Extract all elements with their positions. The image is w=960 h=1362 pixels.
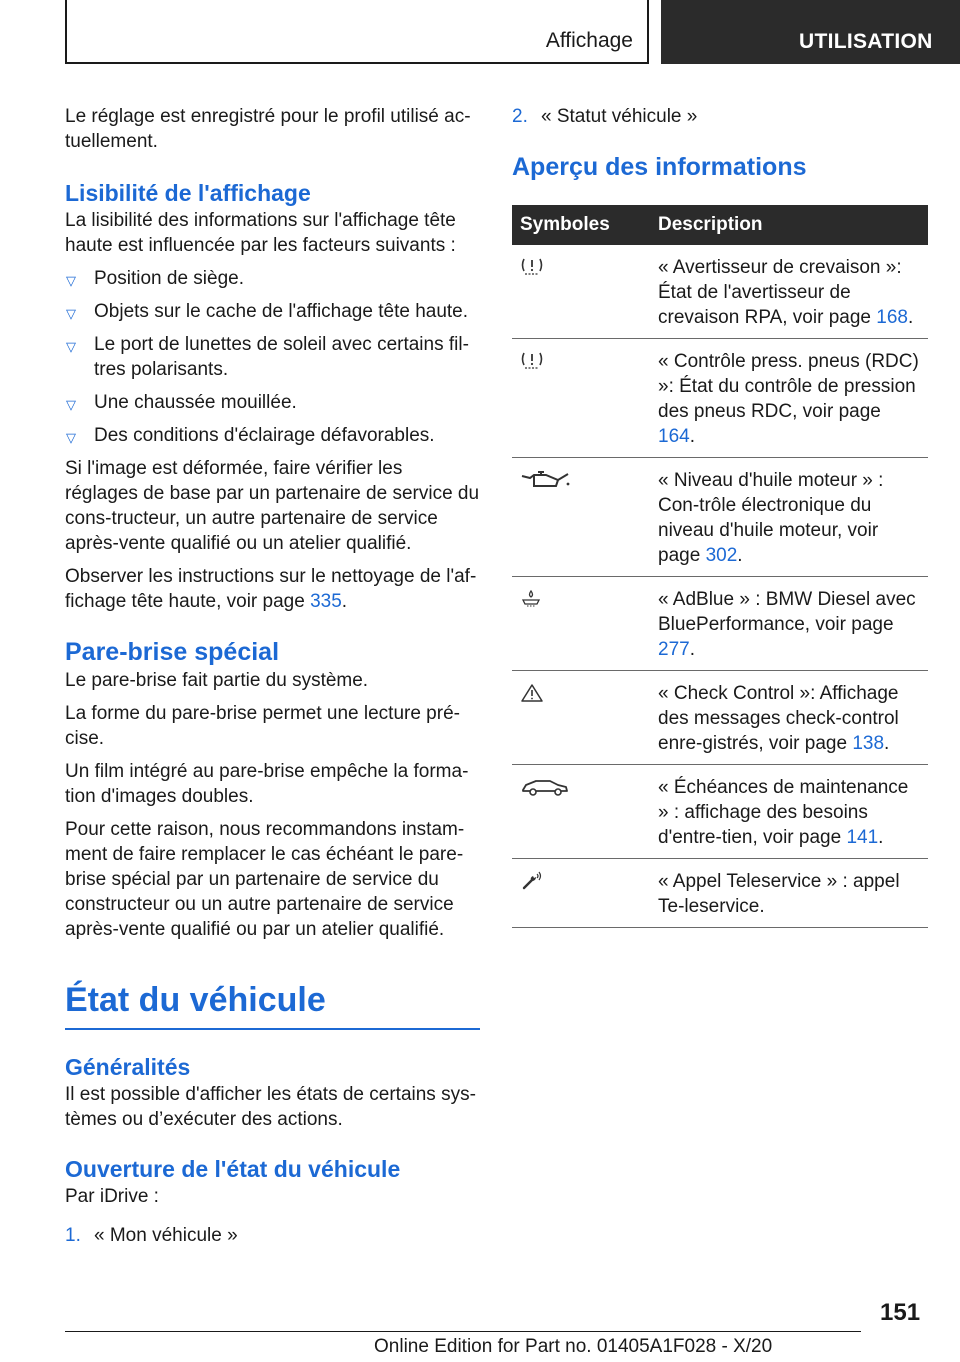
bullet-triangle-icon: ▽: [66, 339, 76, 354]
generalites-paragraph: Il est possible d'afficher les états de certains sys-tèmes ou d’exécuter des actions.: [65, 1084, 476, 1130]
heading-etat-vehicule: État du véhicule: [65, 978, 480, 1030]
bullet-triangle-icon: ▽: [66, 397, 76, 412]
header-chapter: Affichage: [545, 29, 633, 52]
footer-edition: Online Edition for Part no. 01405A1F028 - X/20: [374, 1336, 773, 1357]
table-row: « Contrôle press. pneus (RDC) »: État du contrôle de pression des pneus RDC, voir page 164.: [512, 339, 928, 458]
table-row: « AdBlue » : BMW Diesel avec BluePerformance, voir page 277.: [512, 577, 928, 671]
warning-triangle-icon: [520, 683, 544, 703]
heading-generalites: Généralités: [65, 1054, 191, 1080]
header-chapter-tab: [65, 0, 649, 64]
page-link-168[interactable]: 168: [876, 307, 908, 328]
idrive-paragraph: Par iDrive :: [65, 1186, 159, 1207]
deformee-paragraph: Si l'image est déformée, faire vérifier les réglages de base par un partenaire de service du cons-tructeur, un autre partenaire de service après-vente qualifié ou un atelier qualifié.: [65, 458, 480, 554]
list-item: 1. « Mon véhicule »: [65, 1225, 238, 1246]
list-item: ▽ Des conditions d'éclairage défavorables.: [65, 423, 480, 448]
bullet-triangle-icon: ▽: [66, 430, 76, 445]
tire-pressure-icon: [520, 351, 544, 369]
table-row: « Appel Teleservice » : appel Te-leservice.: [512, 859, 928, 928]
column-header-symboles: Symboles: [512, 205, 648, 245]
list-item: ▽ Position de siège.: [65, 266, 480, 291]
page-number: 151: [880, 1299, 921, 1326]
list-item: ▽ Objets sur le cache de l'affichage tête haute.: [65, 299, 480, 324]
lisibilite-paragraph: La lisibilité des informations sur l'affichage tête haute est influencée par les facteurs suivants :: [65, 210, 456, 256]
bullet-triangle-icon: ▽: [66, 273, 76, 288]
table-row: « Niveau d'huile moteur » : Con-trôle électronique du niveau d'huile moteur, voir page 302.: [512, 458, 928, 577]
heading-ouverture: Ouverture de l'état du véhicule: [65, 1156, 401, 1182]
table-header-row: [512, 205, 928, 245]
oil-can-icon: [520, 470, 572, 490]
steps-list-continued: [512, 104, 928, 129]
header-section: UTILISATION: [799, 30, 933, 53]
page-link-138[interactable]: 138: [852, 733, 885, 754]
list-item: ▽ Une chaussée mouillée.: [65, 390, 480, 415]
table-row: « Avertisseur de crevaison »: État de l'avertisseur de crevaison RPA, voir page 168.: [512, 245, 928, 339]
car-service-icon: [520, 777, 570, 797]
page-link-141[interactable]: 141: [846, 827, 879, 848]
page-link-164[interactable]: 164: [658, 426, 690, 447]
info-table: [512, 205, 928, 928]
list-item: ▽ Le port de lunettes de soleil avec certains fil-tres polarisants.: [66, 334, 469, 380]
intro-paragraph: Le réglage est enregistré pour le profil utilisé ac-tuellement.: [65, 106, 471, 152]
right-column: [512, 104, 928, 928]
wrench-signal-icon: [520, 871, 544, 891]
table-row: « Check Control »: Affichage des messages check-control enre-gistrés, voir page 138.: [512, 671, 928, 765]
heading-parebrise: Pare-brise spécial: [65, 638, 280, 666]
nettoyage-paragraph: Observer les instructions sur le nettoyage de l'af-fichage tête haute, voir page 335.: [65, 566, 477, 612]
column-header-description: Description: [648, 205, 928, 245]
steps-list: [65, 1223, 480, 1248]
list-item: 2. « Statut véhicule »: [512, 106, 698, 127]
footer-divider: [65, 1331, 861, 1332]
bullet-triangle-icon: ▽: [66, 306, 76, 321]
parebrise-paragraph-4: Pour cette raison, nous recommandons instam-ment de faire remplacer le cas échéant le pare-brise spécial par un partenaire de service du constructeur ou un autre partenaire de service après-vente qualifié ou par un atelier qualifié.: [65, 819, 465, 940]
parebrise-paragraph-1: Le pare-brise fait partie du système.: [65, 670, 369, 691]
heading-apercu: Aperçu des informations: [512, 153, 807, 181]
factors-list: [65, 266, 480, 448]
parebrise-paragraph-3: Un film intégré au pare-brise empêche la forma-tion d'images doubles.: [65, 761, 469, 807]
heading-lisibilite: Lisibilité de l'affichage: [65, 180, 311, 206]
page-link-277[interactable]: 277: [658, 639, 690, 660]
tire-warning-icon: [520, 257, 544, 275]
page-link-302[interactable]: 302: [705, 545, 738, 566]
parebrise-paragraph-2: La forme du pare-brise permet une lecture pré-cise.: [65, 703, 460, 749]
adblue-icon: [520, 589, 542, 607]
page-link-335[interactable]: 335: [310, 591, 342, 612]
left-column: [65, 104, 480, 1248]
table-row: « Échéances de maintenance » : affichage des besoins d'entre-tien, voir page 141.: [512, 765, 928, 859]
header-section-tab: [661, 0, 960, 64]
